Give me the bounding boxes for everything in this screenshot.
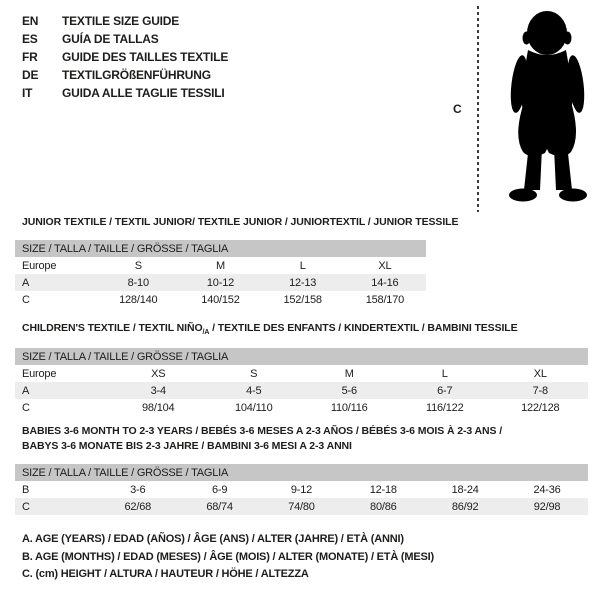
table-row [15,365,588,382]
table-cell: S [250,367,258,380]
language-title-list [22,12,228,102]
language-row [22,84,228,102]
row-label: C [15,498,97,515]
table-cell: 74/80 [261,498,343,515]
row-label: Europe [22,367,57,380]
size-header-row [15,240,426,257]
size-header-cell: SIZE / TALLA / TAILLE / GRÖSSE / TAGLIA [15,348,588,365]
table-cell: M [215,259,225,272]
dotted-measure-line [477,6,479,212]
row-label: Europe [22,259,57,272]
table-cell: XS [151,367,166,380]
table-cell: 68/74 [179,498,261,515]
table-cell: 158/170 [365,293,405,306]
table-cell: M [344,367,354,380]
height-measure-label: C [453,102,462,116]
babies-section-title [22,424,502,454]
table-cell: 10-12 [179,274,261,291]
table-cell: 128/140 [119,293,158,306]
table-row [15,274,426,291]
children-title-subscript: /A [202,329,210,337]
table-cell: 6-9 [211,483,228,496]
table-cell: 110/116 [330,401,368,414]
row-label: A [15,382,111,399]
babies-title-line1: BABIES 3-6 MONTH TO 2-3 YEARS / BEBÉS 3-6 MESES A 2-3 AÑOS / BÉBÉS 3-6 MOIS À 2-3 ANS / [22,425,503,437]
table-cell: 9-12 [290,483,313,496]
legend-line-c: C. (cm) HEIGHT / ALTURA / HAUTEUR / HÖHE / ALTEZZA [22,568,309,580]
babies-size-table [15,464,588,515]
children-section-title [22,321,518,340]
language-title: TEXTILGRÖßENFÜHRUNG [62,68,211,82]
table-cell: 7-8 [493,382,589,399]
table-cell: 86/92 [424,498,506,515]
table-cell: XL [533,367,547,380]
table-row [15,481,588,498]
table-row [15,399,588,416]
table-cell: L [441,367,448,380]
language-row [22,12,228,30]
table-cell: 14-16 [344,274,426,291]
baby-silhouette-icon [495,6,600,208]
row-label: C [22,401,30,414]
table-cell: 104/110 [234,401,273,414]
table-row [15,257,426,274]
children-size-table [15,348,588,416]
size-header-row [15,464,588,481]
junior-size-table [15,240,426,308]
language-code: DE [22,68,39,82]
language-row [22,48,228,66]
table-cell: 8-10 [97,274,179,291]
language-row [22,30,228,48]
language-row [22,66,228,84]
table-cell: 80/86 [342,498,424,515]
table-cell: 4-5 [206,382,302,399]
table-cell: L [299,259,306,272]
table-cell: 3-6 [130,483,146,496]
row-label: C [22,293,30,306]
language-title: TEXTILE SIZE GUIDE [62,14,180,28]
measure-legend [22,531,434,584]
language-code: EN [22,14,39,28]
size-header-row [15,348,588,365]
table-cell: 5-6 [302,382,398,399]
table-row [15,498,588,515]
language-title: GUÍA DE TALLAS [62,32,159,46]
table-cell: 140/152 [201,293,240,306]
legend-line-a: A. AGE (YEARS) / EDAD (AÑOS) / ÂGE (ANS) / ALTER (JAHRE) / ETÀ (ANNI) [22,533,404,545]
language-title: GUIDA ALLE TAGLIE TESSILI [62,86,225,100]
language-title: GUIDE DES TAILLES TEXTILE [62,50,229,64]
table-cell: XL [378,259,392,272]
size-header-cell: SIZE / TALLA / TAILLE / GRÖSSE / TAGLIA [15,240,426,257]
row-label: A [15,274,97,291]
size-header-cell: SIZE / TALLA / TAILLE / GRÖSSE / TAGLIA [15,464,588,481]
table-cell: 92/98 [506,498,588,515]
table-cell: 18-24 [451,483,479,496]
table-cell: 62/68 [97,498,179,515]
table-cell: 98/104 [142,401,175,414]
children-title-text: / TEXTILE DES ENFANTS / KINDERTEXTIL / BAMBINI TESSILE [209,322,518,334]
table-cell: 116/122 [425,401,464,414]
table-cell: 3-4 [111,382,207,399]
row-label: B [22,483,30,496]
children-title-text: CHILDREN'S TEXTILE / TEXTIL NIÑO [22,322,203,334]
babies-title-line2: BABYS 3-6 MONATE BIS 2-3 JAHRE / BAMBINI 3-6 MESI A 2-3 ANNI [22,440,352,452]
language-code: ES [22,32,38,46]
junior-section-title: JUNIOR TEXTILE / TEXTIL JUNIOR/ TEXTILE JUNIOR / JUNIORTEXTIL / JUNIOR TESSILE [22,216,459,228]
table-cell: 122/128 [521,401,560,414]
table-row [15,382,588,399]
table-cell: 12-13 [262,274,344,291]
table-cell: 152/158 [283,293,322,306]
table-row [15,291,426,308]
legend-line-b: B. AGE (MONTHS) / EDAD (MESES) / ÂGE (MOIS) / ALTER (MONATE) / ETÀ (MESI) [22,550,434,563]
height-measure-figure [445,0,600,215]
language-code: IT [22,86,33,100]
table-cell: 6-7 [397,382,493,399]
language-code: FR [22,50,38,64]
table-cell: S [134,259,142,272]
table-cell: 12-18 [369,483,397,496]
table-cell: 24-36 [533,483,561,496]
